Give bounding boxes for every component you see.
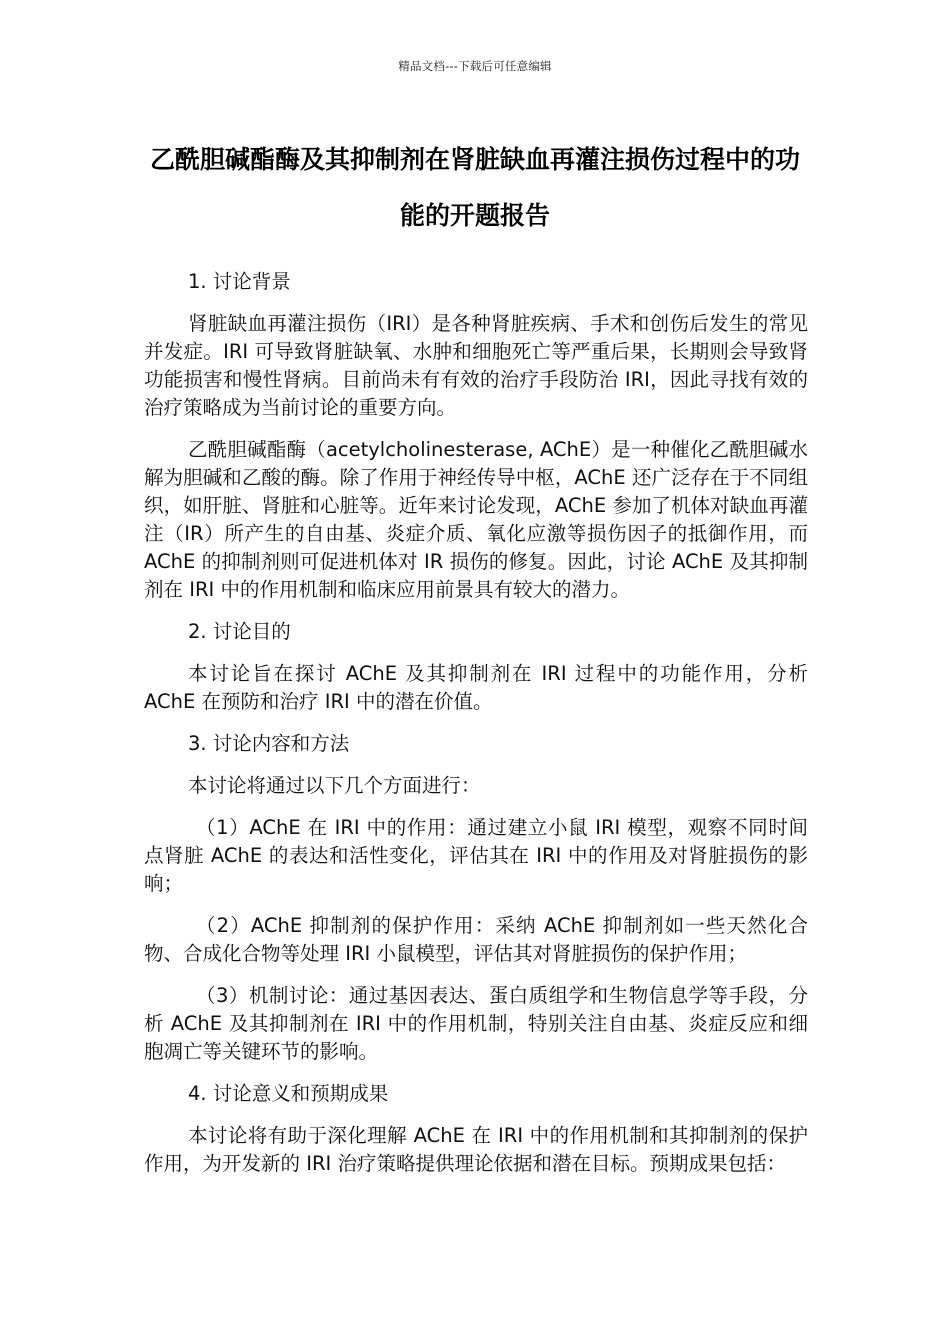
section-heading-methods: 3. 讨论内容和方法 [188, 732, 350, 755]
paragraph-background-2: 乙酰胆碱酯酶（acetylcholinesterase, AChE）是一种催化乙酰胆碱水解为胆碱和乙酸的酶。除了作用于神经传导中枢，AChE 还广泛存在于不同组织，如肝脏、肾脏和心脏等。近年来讨论发现，AChE 参加了机体对缺血再灌注（IR）所产生的自由基、炎症介质、氧化应激等损伤因子的抵御作用，而 AChE 的抑制剂则可促进机体对 IR 损伤的修复。因此，讨论 AChE 及其抑制剂在 IRI 中的作用机制和临床应用前景具有较大的潜力。 [144, 438, 808, 601]
header-note: 精品文档---下载后可任意编辑 [398, 59, 552, 73]
list-item-method-3: （3）机制讨论：通过基因表达、蛋白质组学和生物信息学等手段，分析 AChE 及其抑制剂在 IRI 中的作用机制，特别关注自由基、炎症反应和细胞凋亡等关键环节的影响。 [144, 984, 808, 1063]
section-heading-background: 1. 讨论背景 [188, 270, 291, 293]
section-heading-significance: 4. 讨论意义和预期成果 [188, 1082, 389, 1105]
list-item-method-1: （1）AChE 在 IRI 中的作用：通过建立小鼠 IRI 模型，观察不同时间点肾脏 AChE 的表达和活性变化，评估其在 IRI 中的作用及对肾脏损伤的影响； [144, 816, 808, 895]
paragraph-background-1: 肾脏缺血再灌注损伤（IRI）是各种肾脏疾病、手术和创伤后发生的常见并发症。IRI 可导致肾脏缺氧、水肿和细胞死亡等严重后果，长期则会导致肾功能损害和慢性肾病。目前尚未有有效的治疗手段防治 IRI，因此寻找有效的治疗策略成为当前讨论的重要方向。 [144, 312, 808, 419]
section-heading-purpose: 2. 讨论目的 [188, 620, 291, 643]
document-body [144, 268, 808, 1192]
document-title: 乙酰胆碱酯酶及其抑制剂在肾脏缺血再灌注损伤过程中的功能的开题报告 [149, 145, 800, 230]
paragraph-significance: 本讨论将有助于深化理解 AChE 在 IRI 中的作用机制和其抑制剂的保护作用，为开发新的 IRI 治疗策略提供理论依据和潜在目标。预期成果包括： [144, 1124, 808, 1175]
paragraph-methods-intro: 本讨论将通过以下几个方面进行： [188, 774, 481, 797]
list-item-method-2: （2）AChE 抑制剂的保护作用：采纳 AChE 抑制剂如一些天然化合物、合成化合物等处理 IRI 小鼠模型，评估其对肾脏损伤的保护作用； [144, 914, 808, 965]
paragraph-purpose: 本讨论旨在探讨 AChE 及其抑制剂在 IRI 过程中的功能作用，分析 AChE 在预防和治疗 IRI 中的潜在价值。 [144, 662, 808, 713]
